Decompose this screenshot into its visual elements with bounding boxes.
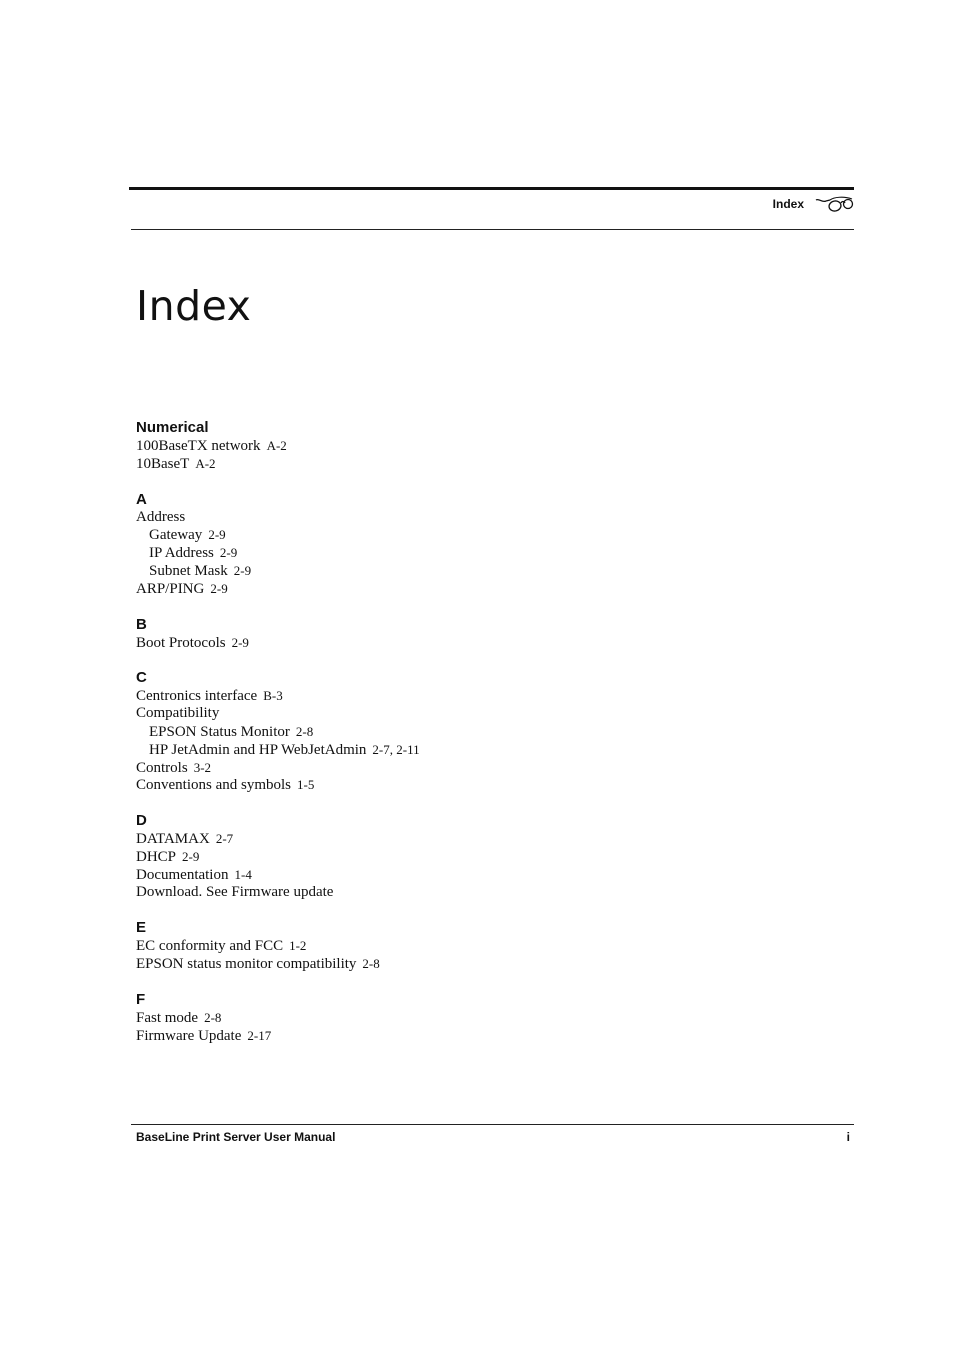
- index-entry: [136, 866, 736, 884]
- section-letter: Numerical: [136, 419, 209, 436]
- entry-page-ref: 2-9: [208, 527, 226, 543]
- index-section: [136, 990, 736, 1045]
- footer-rule: [131, 1124, 854, 1125]
- entry-page-ref: 2-8: [295, 723, 314, 739]
- entry-page-ref: 2-7, 2-11: [372, 741, 420, 757]
- footer-manual-title: BaseLine Print Server User Manual: [136, 1130, 336, 1144]
- section-letter: E: [136, 919, 147, 937]
- entry-page-ref: 2-9: [182, 848, 200, 864]
- section-letter: C: [136, 669, 147, 687]
- entry-term: DATAMAX: [136, 831, 210, 848]
- entry-term: ARP/PING: [136, 580, 205, 597]
- page-title: Index: [136, 282, 252, 330]
- index-subentry: [136, 723, 736, 741]
- index-subentry: [136, 526, 736, 544]
- entry-term: Download. See Firmware update: [136, 883, 334, 900]
- entry-term: DHCP: [136, 848, 177, 865]
- index-entry: [136, 705, 736, 723]
- index-list: [136, 418, 736, 1062]
- index-entry: [136, 580, 736, 598]
- index-entry: [136, 1009, 736, 1027]
- eyeglasses-icon: [814, 194, 854, 214]
- section-letter: B: [136, 615, 147, 633]
- running-header-title: Index: [772, 197, 804, 211]
- index-entry: [136, 848, 736, 866]
- index-section: [136, 918, 736, 973]
- index-entry: [136, 687, 736, 705]
- entry-term: Controls: [136, 759, 188, 776]
- section-letter: A: [136, 490, 147, 508]
- index-section: [136, 490, 736, 598]
- entry-term: EPSON status monitor compatibility: [136, 956, 357, 973]
- index-entry: [136, 437, 736, 455]
- entry-page-ref: B-3: [263, 688, 283, 704]
- entry-page-ref: 2-9: [231, 634, 249, 650]
- index-entry: [136, 509, 736, 527]
- entry-term: Firmware Update: [136, 1027, 242, 1044]
- entry-page-ref: 2-9: [233, 562, 252, 578]
- header-rule-thick: [129, 187, 854, 190]
- entry-page-ref: 2-17: [247, 1027, 272, 1043]
- entry-term: 100BaseTX network: [136, 438, 261, 454]
- entry-term: IP Address: [149, 545, 214, 562]
- entry-page-ref: A-2: [266, 438, 287, 453]
- entry-page-ref: 3-2: [193, 759, 212, 775]
- index-section: [136, 418, 736, 473]
- header-rule-thin: [131, 229, 854, 230]
- entry-term: Gateway: [149, 527, 203, 544]
- entry-page-ref: 1-2: [289, 938, 307, 954]
- entry-page-ref: 2-8: [204, 1009, 222, 1025]
- index-entry: [136, 455, 736, 473]
- entry-page-ref: 2-7: [215, 831, 234, 847]
- entry-term: Subnet Mask: [149, 562, 228, 579]
- entry-term: Centronics interface: [136, 688, 258, 705]
- index-entry: [136, 884, 736, 902]
- running-header: [773, 194, 854, 214]
- index-entry: [136, 776, 736, 794]
- entry-page-ref: 2-9: [210, 580, 228, 596]
- index-entry: [136, 937, 736, 955]
- index-entry: [136, 1027, 736, 1045]
- section-letter: D: [136, 812, 147, 830]
- index-entry: [136, 634, 736, 652]
- entry-term: Fast mode: [136, 1009, 199, 1026]
- entry-page-ref: 2-9: [219, 545, 238, 561]
- entry-page-ref: 1-4: [234, 866, 252, 882]
- section-letter: F: [136, 990, 146, 1008]
- entry-term: Compatibility: [136, 705, 220, 722]
- entry-page-ref: A-2: [195, 455, 216, 471]
- entry-term: Address: [136, 508, 186, 525]
- index-entry: [136, 759, 736, 777]
- entry-term: EC conformity and FCC: [136, 938, 284, 955]
- entry-page-ref: 1-5: [297, 777, 315, 793]
- entry-term: EPSON Status Monitor: [149, 723, 290, 740]
- index-section: [136, 615, 736, 652]
- index-subentry: [136, 544, 736, 562]
- index-entry: [136, 955, 736, 973]
- index-subentry: [136, 562, 736, 580]
- index-section: [136, 811, 736, 901]
- entry-term: HP JetAdmin and HP WebJetAdmin: [149, 741, 367, 758]
- entry-page-ref: 2-8: [362, 956, 380, 972]
- entry-term: 10BaseT: [136, 455, 190, 472]
- index-subentry: [136, 741, 736, 759]
- index-section: [136, 668, 736, 794]
- entry-term: Conventions and symbols: [136, 777, 292, 794]
- entry-term: Boot Protocols: [136, 634, 226, 651]
- footer-page-number: i: [846, 1130, 850, 1144]
- index-entry: [136, 830, 736, 848]
- entry-term: Documentation: [136, 866, 229, 883]
